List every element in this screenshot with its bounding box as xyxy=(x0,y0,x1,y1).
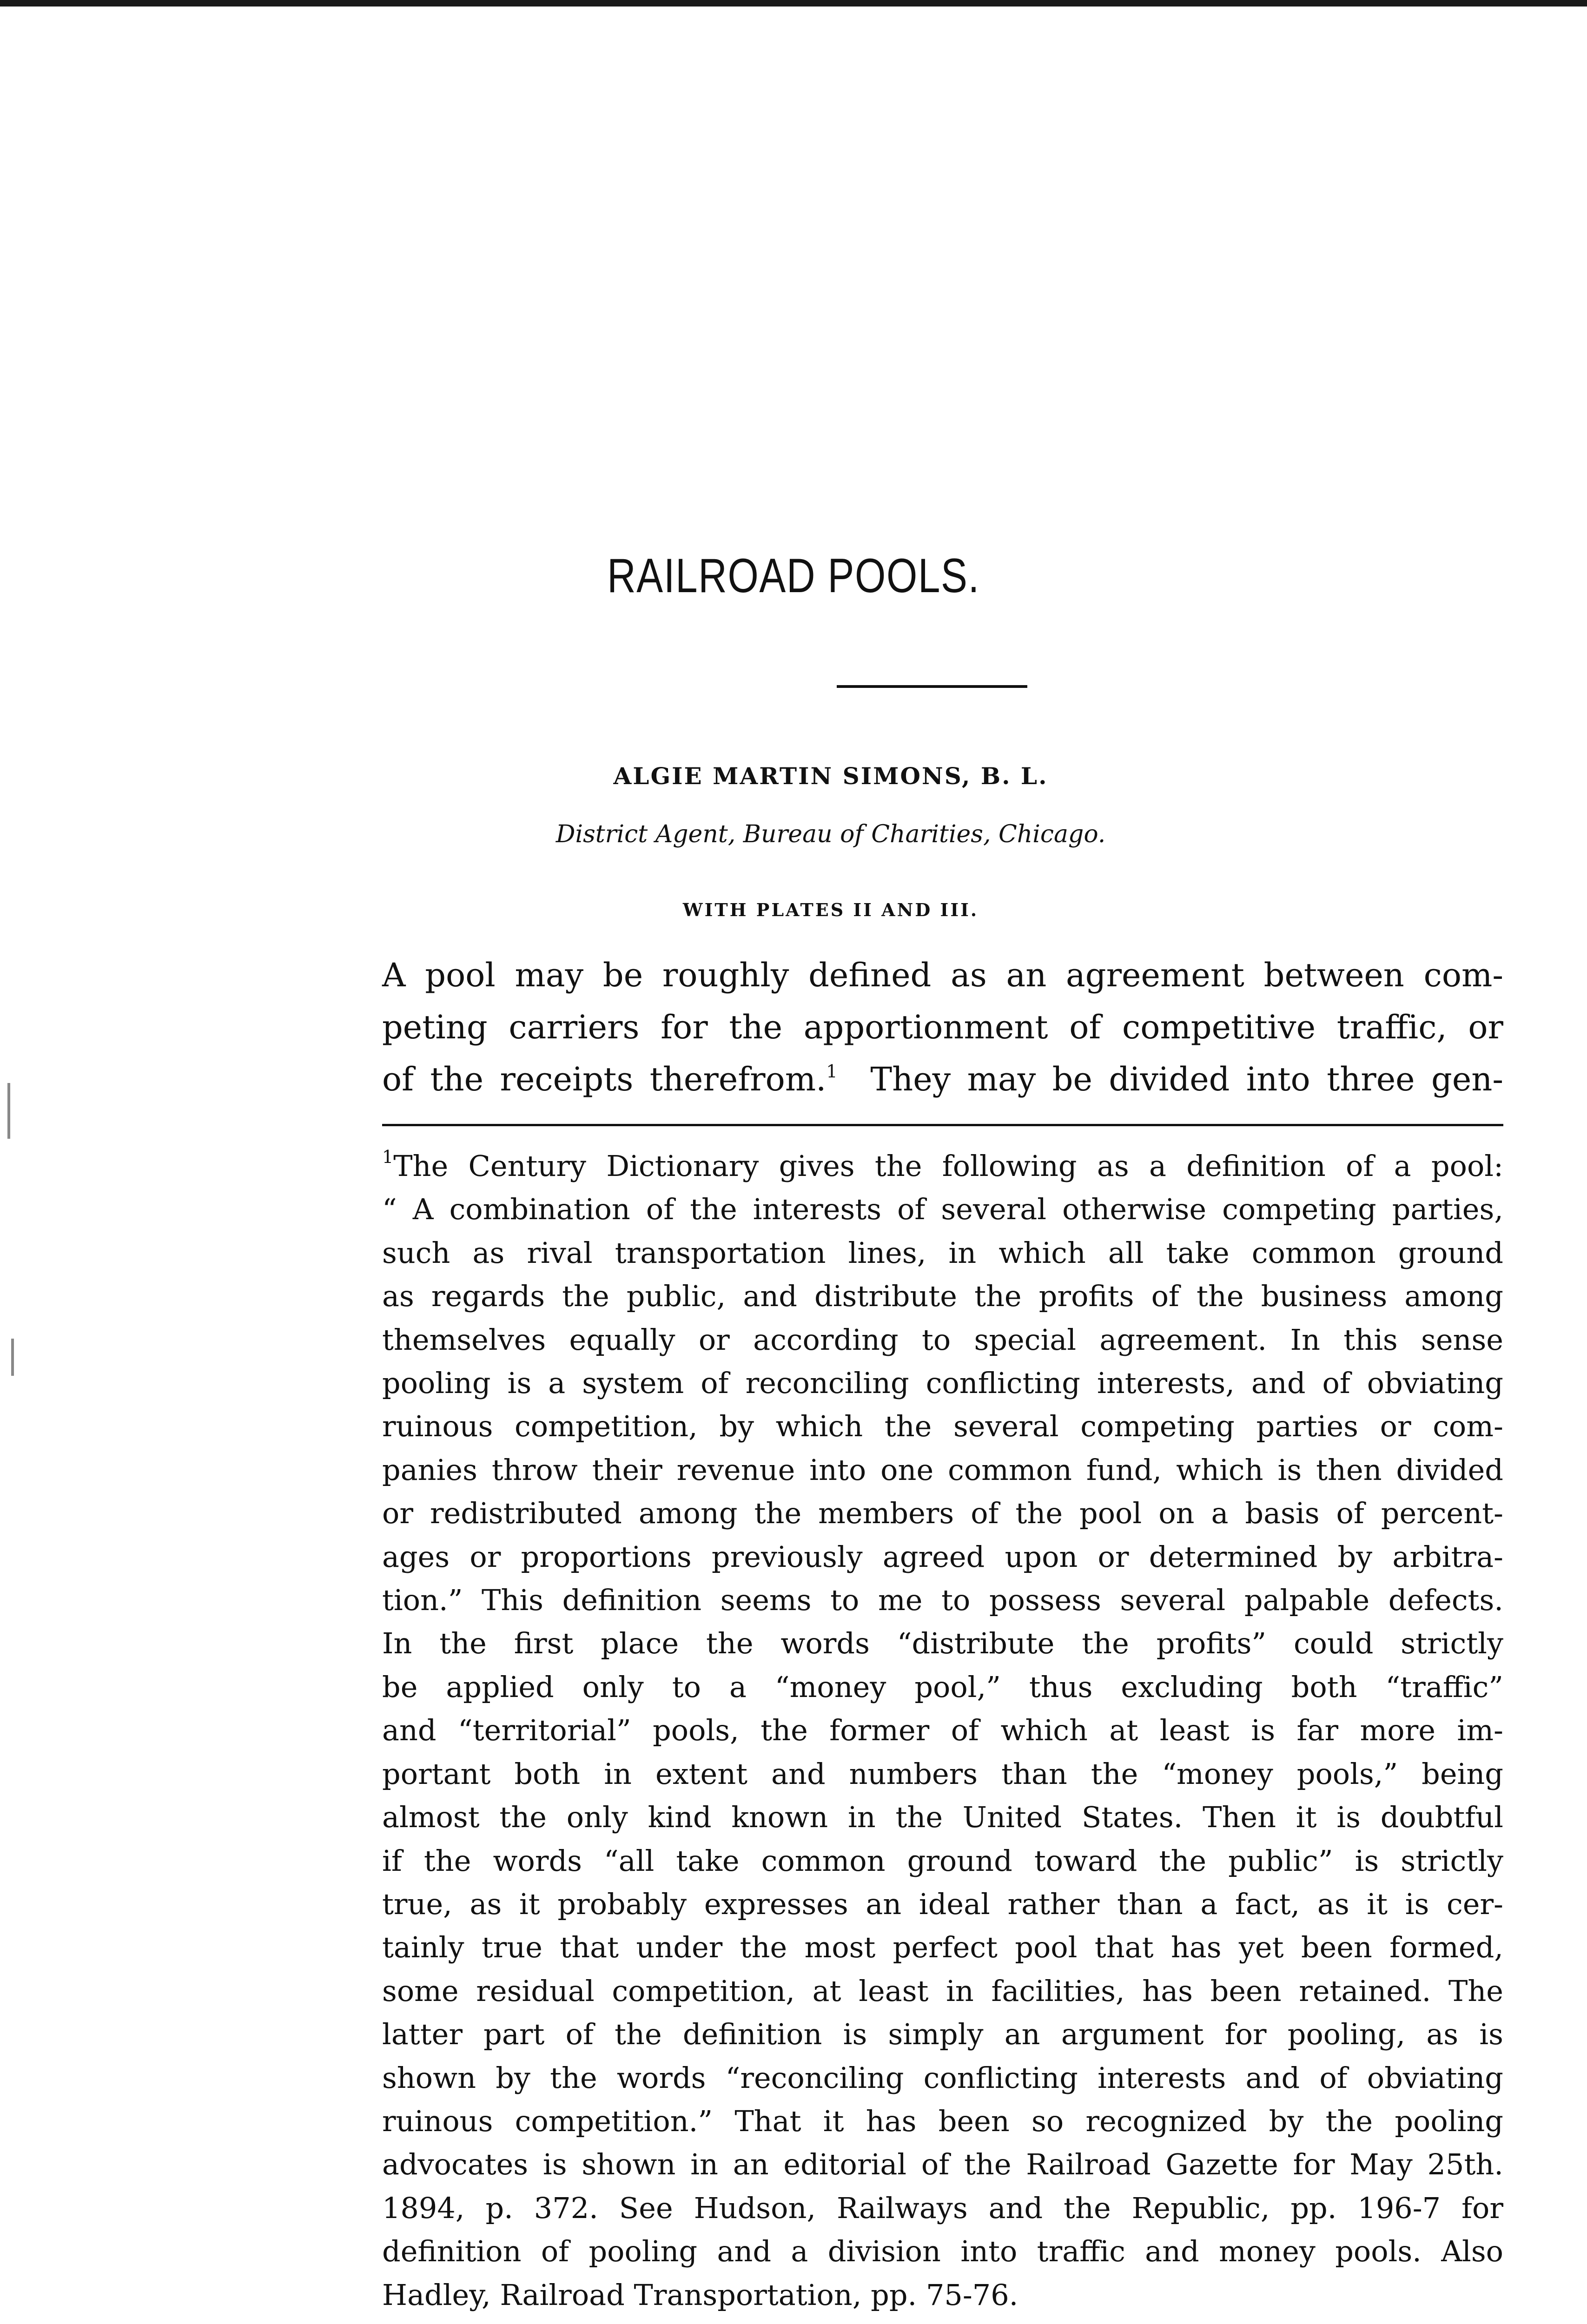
footnote-line-text: The Century Dictionary gives the following as a definition of a pool: xyxy=(393,1149,1503,1183)
footnote-line: tainly true that under the most perfect pool that has yet been formed, xyxy=(382,1930,1503,1965)
margin-mark xyxy=(11,1339,14,1376)
footnote-marker: 1 xyxy=(382,1147,394,1167)
title-rule xyxy=(837,685,1027,688)
footnote-line: definition of pooling and a division into traffic and money pools. Also xyxy=(382,2234,1503,2269)
plates-note: WITH PLATES II AND III. xyxy=(682,899,979,920)
footnote-line: pooling is a system of reconciling conflicting interests, and of obviating xyxy=(382,1366,1503,1400)
body-line-text: They may be divided into three gen- xyxy=(870,1060,1503,1098)
footnote-line: Hadley, Railroad Transportation, pp. 75-76. xyxy=(382,2278,1018,2312)
footnote-line: true, as it probably expresses an ideal rather than a fact, as it is cer- xyxy=(382,1887,1503,1921)
footnote-line: advocates is shown in an editorial of the Railroad Gazette for May 25th. xyxy=(382,2147,1503,2182)
footnote-line: ruinous competition, by which the several competing parties or com- xyxy=(382,1409,1503,1444)
footnote-line: almost the only kind known in the United States. Then it is doubtful xyxy=(382,1800,1503,1835)
footnote-line: 1894, p. 372. See Hudson, Railways and the Republic, pp. 196-7 for xyxy=(382,2191,1503,2225)
footnote-line: or redistributed among the members of the pool on a basis of percent- xyxy=(382,1496,1503,1531)
author-affiliation: District Agent, Bureau of Charities, Chicago. xyxy=(555,820,1106,848)
body-paragraph xyxy=(382,949,1503,1105)
footnote-line: shown by the words “reconciling conflicting interests and of obviating xyxy=(382,2060,1503,2095)
footnote-line: as regards the public, and distribute the profits of the business among xyxy=(382,1279,1503,1314)
footnote-line: latter part of the definition is simply an argument for pooling, as is xyxy=(382,2017,1503,2052)
footnote-reference: 1 xyxy=(826,1061,838,1082)
footnote-line: portant both in extent and numbers than the “money pools,” being xyxy=(382,1756,1503,1791)
margin-mark xyxy=(7,1083,10,1139)
author-name: ALGIE MARTIN SIMONS, B. L. xyxy=(613,762,1048,790)
footnote-line: panies throw their revenue into one common fund, which is then divided xyxy=(382,1452,1503,1487)
footnote-line: such as rival transportation lines, in which all take common ground xyxy=(382,1235,1503,1270)
footnote-line: “ A combination of the interests of several otherwise competing parties, xyxy=(382,1192,1503,1227)
article-title: RAILROAD POOLS. xyxy=(607,549,980,603)
body-line: peting carriers for the apportionment of competitive traffic, or xyxy=(382,1008,1503,1046)
footnote-line: some residual competition, at least in facilities, has been retained. The xyxy=(382,1974,1503,2008)
footnote-line: be applied only to a “money pool,” thus excluding both “traffic” xyxy=(382,1670,1503,1704)
footnote-line: ages or proportions previously agreed upon or determined by arbitra- xyxy=(382,1539,1503,1574)
footnote-line: In the first place the words “distribute the profits” could strictly xyxy=(382,1626,1503,1661)
body-line-text: of the receipts therefrom. xyxy=(382,1060,827,1098)
body-line: A pool may be roughly defined as an agreement between com- xyxy=(382,956,1503,994)
footnote-line: if the words “all take common ground toward the public” is strictly xyxy=(382,1843,1503,1878)
scan-top-edge xyxy=(0,0,1587,7)
footnote-line: ruinous competition.” That it has been so recognized by the pooling xyxy=(382,2104,1503,2138)
body-line xyxy=(382,1053,1503,1105)
footnote-line: tion.” This definition seems to me to possess several palpable defects. xyxy=(382,1583,1503,1618)
footnote-line: and “territorial” pools, the former of which at least is far more im- xyxy=(382,1713,1503,1748)
footnote-line: themselves equally or according to special agreement. In this sense xyxy=(382,1322,1503,1357)
footnote xyxy=(382,1144,1503,2317)
footnote-line xyxy=(382,1144,1503,1188)
footnote-rule xyxy=(382,1124,1503,1126)
